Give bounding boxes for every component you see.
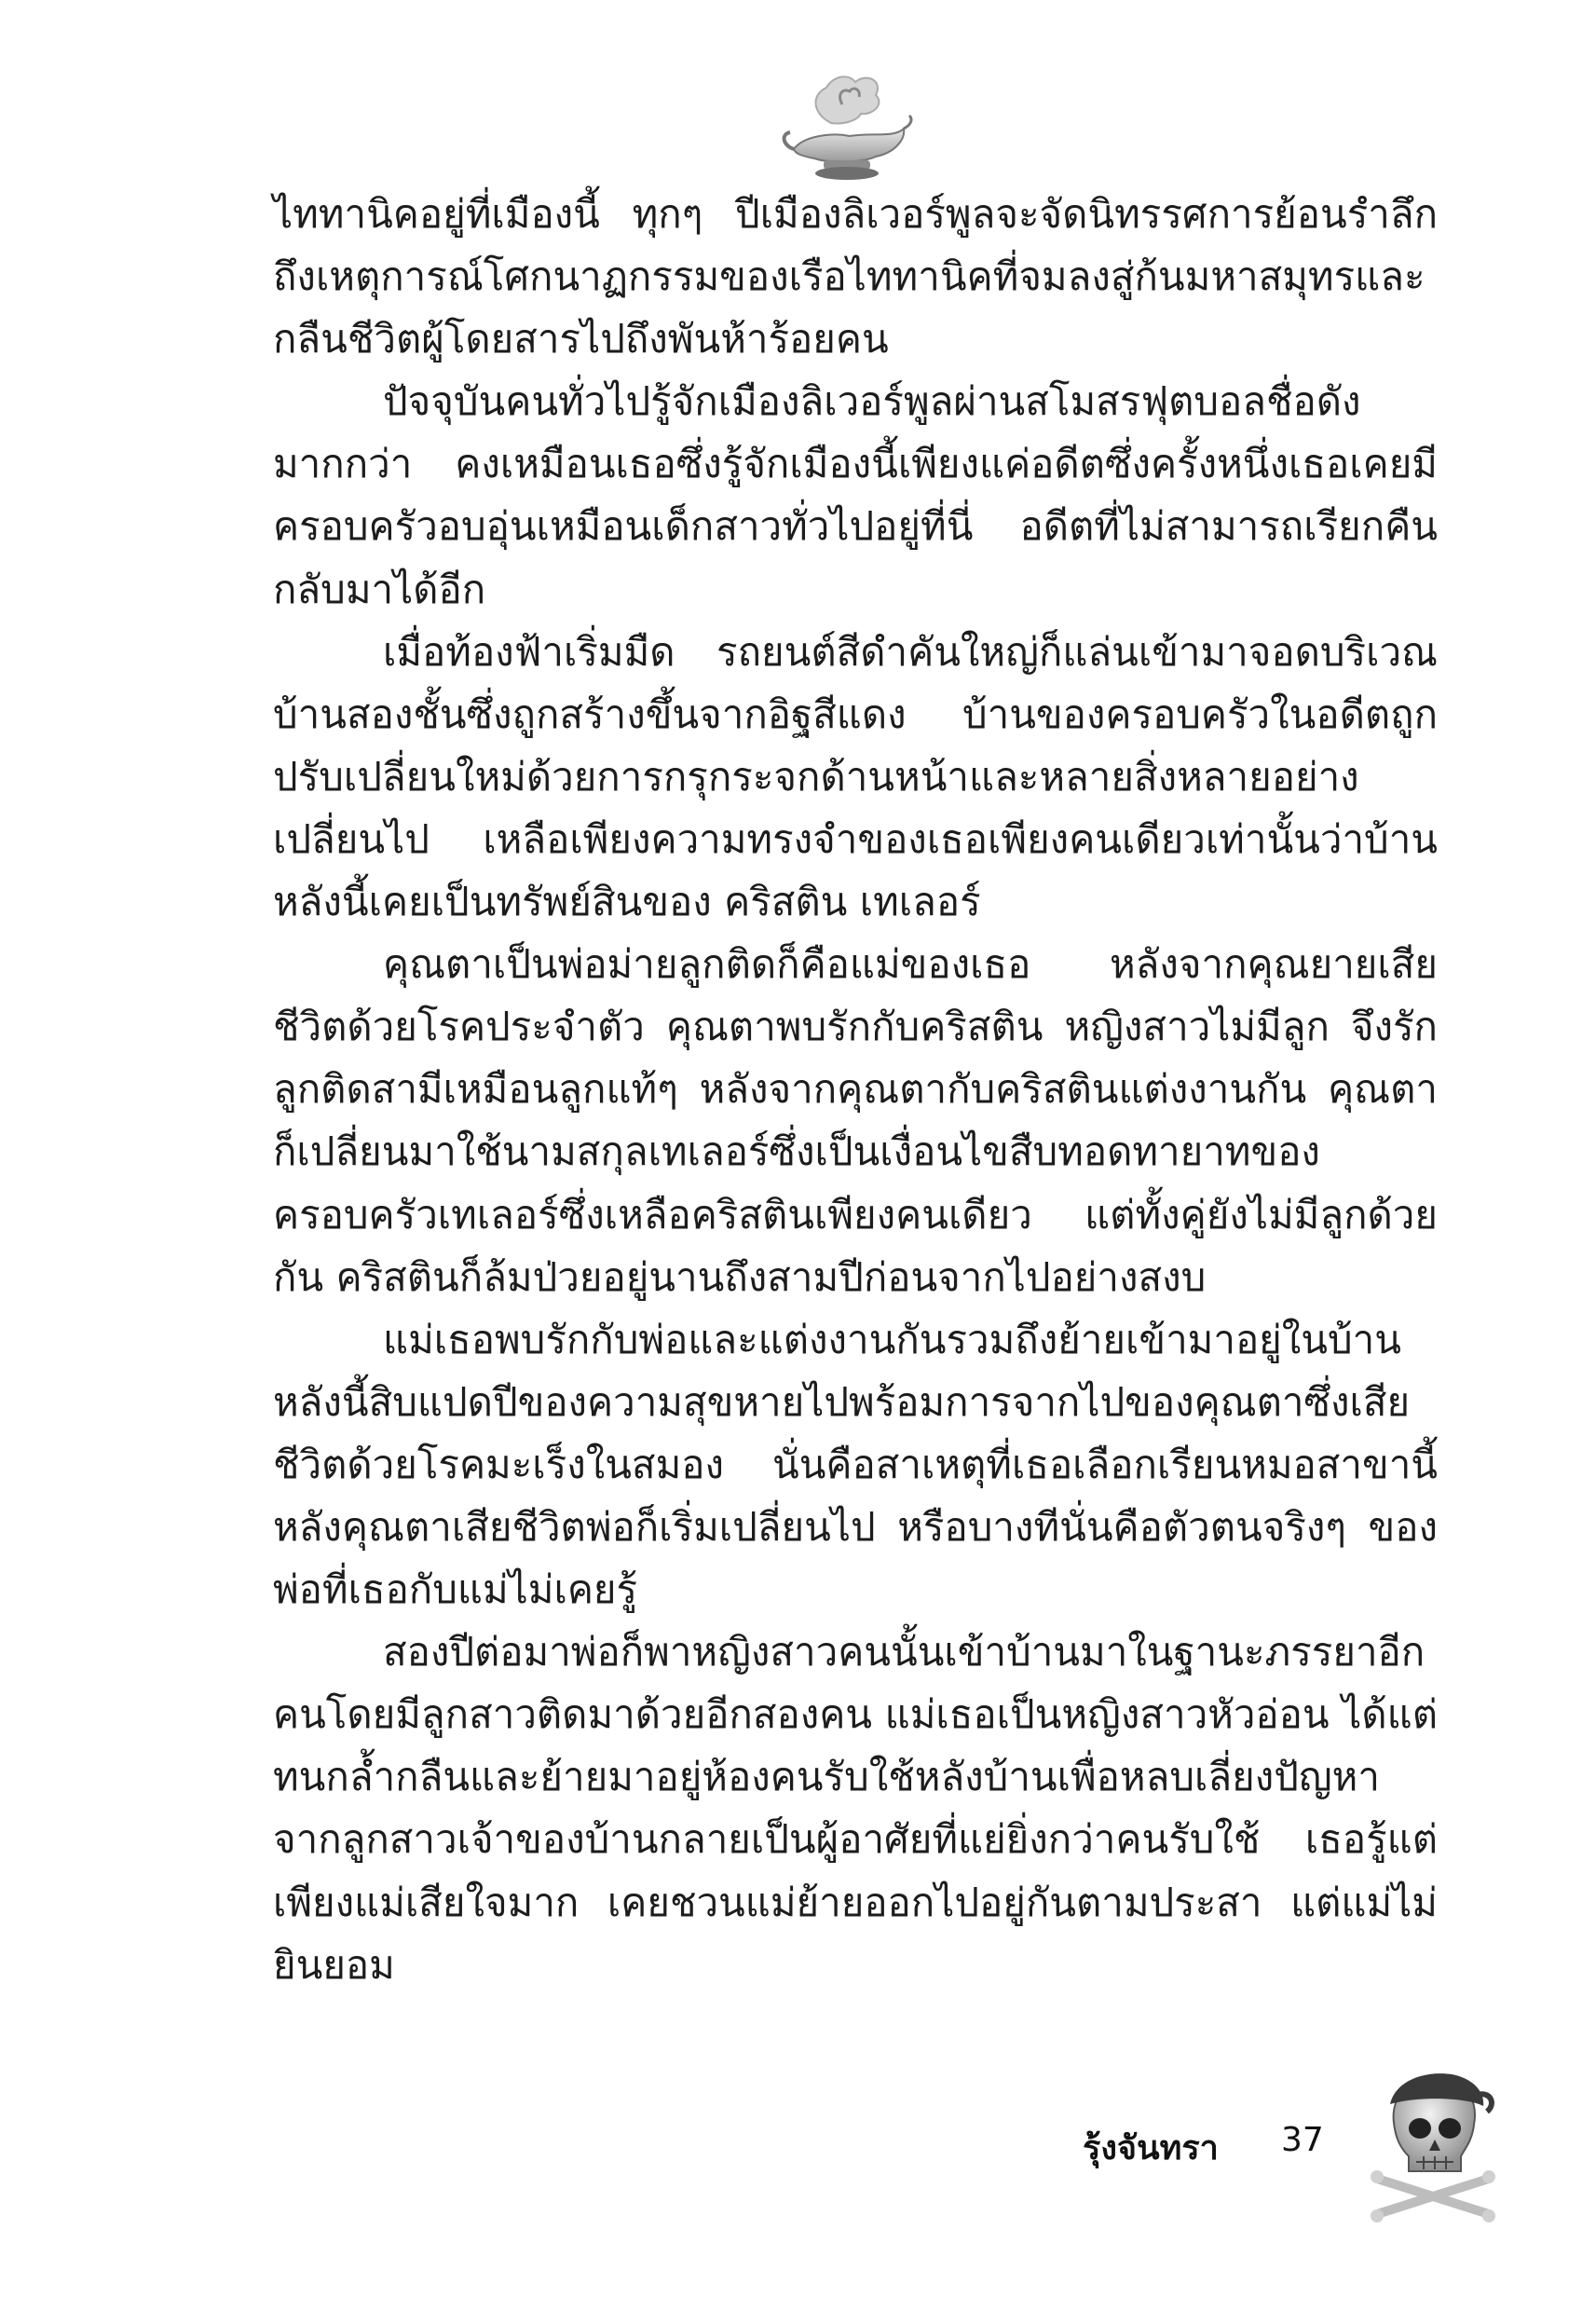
book-title: รุ้งจันทรา	[1083, 2129, 1219, 2167]
paragraph-3: เมื่อท้องฟ้าเริ่มมืด รถยนต์สีดำคันใหญ่ก็แล่นเข้ามาจอดบริเวณบ้านสองชั้นซึ่งถูกสร้างขึ้นจากอิฐสีแดง บ้านของครอบครัวในอดีตถูกปรับเปลี่ยนใหม่ด้วยการกรุกระจกด้านหน้าและหลายสิ่งหลายอย่างเปลี่ยนไป เหลือเพียงความทรงจำของเธอเพียงคนเดียวเท่านั้นว่าบ้านหลังนี้เคยเป็นทรัพย์สินของ คริสติน เทเลอร์	[273, 628, 1438, 925]
paragraph-1: ไททานิคอยู่ที่เมืองนี้ ทุกๆ ปีเมืองลิเวอร์พูลจะจัดนิทรรศการย้อนรำลึกถึงเหตุการณ์โศกนาฏกรรมของเรือไททานิคที่จมลงสู่ก้นมหาสมุทรและกลืนชีวิตผู้โดยสารไปถึงพันห้าร้อยคน	[273, 191, 1438, 362]
paragraph-5: แม่เธอพบรักกับพ่อและแต่งงานกันรวมถึงย้ายเข้ามาอยู่ในบ้านหลังนี้สิบแปดปีของความสุขหายไปพร้อมการจากไปของคุณตาซึ่งเสียชีวิตด้วยโรคมะเร็งในสมอง นั่นคือสาเหตุที่เธอเลือกเรียนหมอสาขานี้ หลังคุณตาเสียชีวิตพ่อก็เริ่มเปลี่ยนไป หรือบางทีนั่นคือตัวตนจริงๆ ของพ่อที่เธอกับแม่ไม่เคยรู้	[273, 1316, 1438, 1613]
body-text	[273, 183, 1438, 1996]
skull-crossbones-icon	[1368, 2067, 1498, 2225]
paragraph-2: ปัจจุบันคนทั่วไปรู้จักเมืองลิเวอร์พูลผ่านสโมสรฟุตบอลชื่อดังมากกว่า คงเหมือนเธอซึ่งรู้จักเมืองนี้เพียงแค่อดีตซึ่งครั้งหนึ่งเธอเคยมีครอบครัวอบอุ่นเหมือนเด็กสาวทั่วไปอยู่ที่นี่ อดีตที่ไม่สามารถเรียกคืนกลับมาได้อีก	[273, 378, 1438, 612]
genie-lamp-icon	[775, 67, 915, 185]
paragraph-4: คุณตาเป็นพ่อม่ายลูกติดก็คือแม่ของเธอ หลังจากคุณยายเสียชีวิตด้วยโรคประจำตัว คุณตาพบรักกับคริสติน หญิงสาวไม่มีลูก จึงรักลูกติดสามีเหมือนลูกแท้ๆ หลังจากคุณตากับคริสตินแต่งงานกัน คุณตาก็เปลี่ยนมาใช้นามสกุลเทเลอร์ซึ่งเป็นเงื่อนไขสืบทอดทายาทของครอบครัวเทเลอร์ซึ่งเหลือคริสตินเพียงคนเดียว แต่ทั้งคู่ยังไม่มีลูกด้วยกัน คริสตินก็ล้มป่วยอยู่นานถึงสามปีก่อนจากไปอย่างสงบ	[273, 941, 1438, 1300]
paragraph-6: สองปีต่อมาพ่อก็พาหญิงสาวคนนั้นเข้าบ้านมาในฐานะภรรยาอีกคนโดยมีลูกสาวติดมาด้วยอีกสองคน แม่เธอเป็นหญิงสาวหัวอ่อน ได้แต่ทนกล้ำกลืนและย้ายมาอยู่ห้องคนรับใช้หลังบ้านเพื่อหลบเลี่ยงปัญหาจากลูกสาวเจ้าของบ้านกลายเป็นผู้อาศัยที่แย่ยิ่งกว่าคนรับใช้ เธอรู้แต่เพียงแม่เสียใจมาก เคยชวนแม่ย้ายออกไปอยู่กันตามประสา แต่แม่ไม่ยินยอม	[273, 1629, 1438, 1988]
page-number: 37	[1281, 2121, 1324, 2159]
